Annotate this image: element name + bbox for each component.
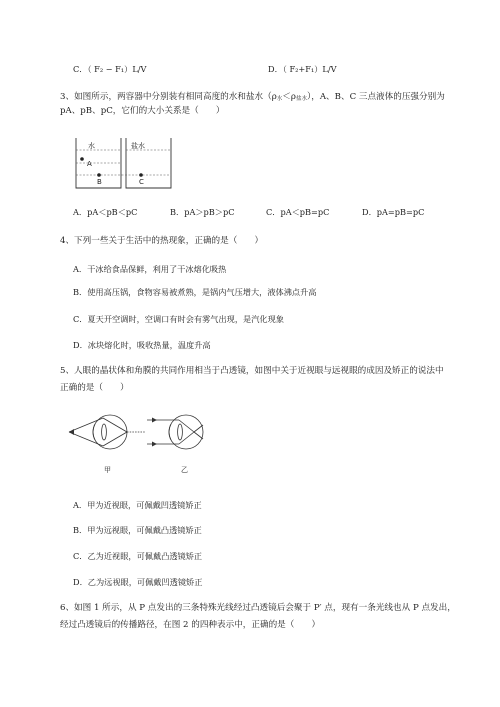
q6-stem-line2: 经过凸透镜后的传播路径，在图 2 的四种表示中，正确的是（ ） xyxy=(60,620,321,630)
rho-salt-subscript: 盐水 xyxy=(295,96,307,102)
q4-option-c: C．夏天开空调时，空调口有时会有雾气出现，是汽化现象 xyxy=(73,314,284,324)
q4-stem: 4、下列一些关于生活中的热现象，正确的是（ ） xyxy=(60,236,264,246)
rho-water-subscript: 水 xyxy=(276,96,283,102)
eye-yi-arrow-bottom xyxy=(152,442,157,447)
eye-jia xyxy=(69,415,145,449)
q2-option-d: D．（ F₂+F₁）L/V xyxy=(268,64,337,74)
q3-option-c: C．pA＜pB=pC xyxy=(266,207,330,217)
q3-option-a: A．pA＜pB＜pC xyxy=(73,207,138,217)
less-than-rho: ＜ρ xyxy=(282,92,296,102)
q5-option-b: B．甲为远视眼，可佩戴凸透镜矫正 xyxy=(73,525,202,535)
point-c-label: C xyxy=(139,178,144,186)
label-yi: 乙 xyxy=(181,466,188,474)
q5-option-a: A．甲为近视眼，可佩戴凹透镜矫正 xyxy=(73,500,202,510)
left-label-water: 水 xyxy=(88,142,95,150)
q3-stem-line2: pA、pB、pC，它们的大小关系是（ ） xyxy=(60,106,225,116)
right-label-salt: 盐水 xyxy=(131,142,145,150)
q4-option-d: D．冰块熔化时，吸收热量，温度升高 xyxy=(73,340,211,350)
q5-option-c: C．乙为近视眼，可佩戴凸透镜矫正 xyxy=(73,551,203,561)
label-jia: 甲 xyxy=(104,466,111,474)
point-b-label: B xyxy=(97,178,102,186)
q3-option-b: B．pA＞pB＞pC xyxy=(170,207,235,217)
q4-option-b: B．使用高压锅，食物容易被煮熟，是锅内气压增大，液体沸点升高 xyxy=(73,287,317,297)
point-a-label: A xyxy=(87,160,92,168)
eye-yi-arrow-top xyxy=(152,418,157,423)
q2-option-c: C．（ F₂ − F₁）L/V xyxy=(73,64,147,74)
q3-stem-tail: ），A、B、C 三点液体的压强分别为 xyxy=(306,92,445,102)
q6-stem-line1: 6、如图 1 所示，从 P 点发出的三条特殊光线经过凸透镜后会聚于 P′ 点，现有一条光线也从 P 点发出， xyxy=(60,603,456,613)
q3-number: 3、 xyxy=(60,92,75,102)
eye-jia-arrow xyxy=(69,429,74,435)
q5-stem-line2: 正确的是（ ） xyxy=(60,383,129,393)
q3-stem-text: 如图所示，两容器中分别装有相同高度的水和盐水（ρ xyxy=(74,92,277,102)
q4-option-a: A．干冰给食品保鲜，利用了干冰熔化吸热 xyxy=(73,264,227,274)
q3-option-d: D．pA=pB=pC xyxy=(362,207,425,217)
q5-option-d: D．乙为远视眼，可佩戴凹透镜矫正 xyxy=(73,577,203,587)
q5-stem-line1: 5、人眼的晶状体和角膜的共同作用相当于凸透镜，如图中关于近视眼与远视眼的成因及矫正的说法中 xyxy=(60,366,444,376)
